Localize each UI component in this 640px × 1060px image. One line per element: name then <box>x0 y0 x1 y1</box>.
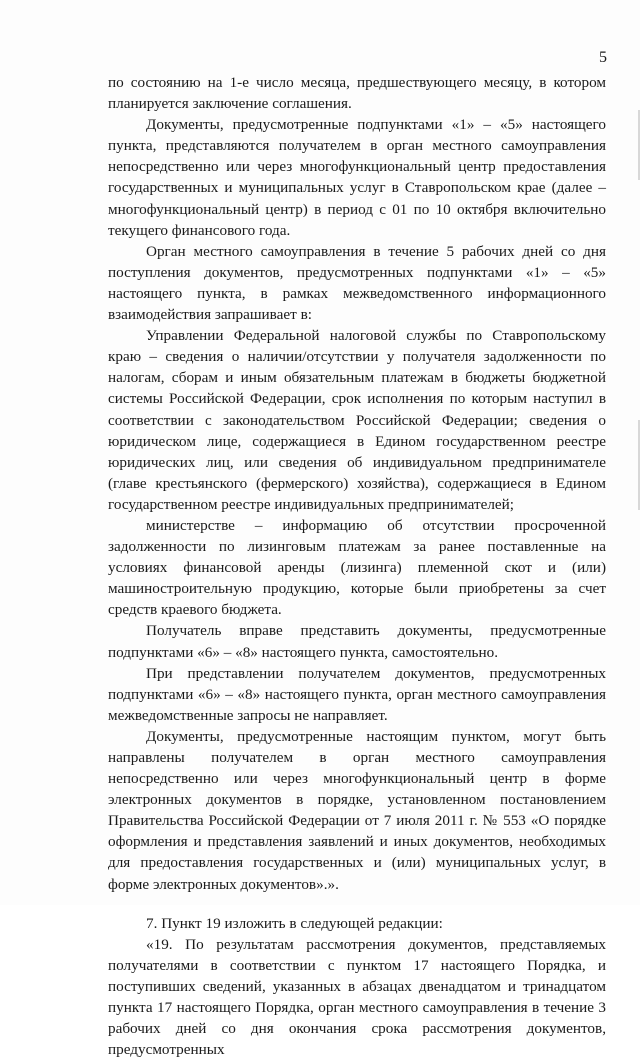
paragraph-ministry: министерстве – информацию об отсутствии просроченной задолженности по лизинговым платежам за ранее поставленные на условиях финансовой аренды (лизинга) племенной скот и (или) машиностроительную продукцию, которые были приобретены за счет средств краевого бюджета. <box>108 516 606 619</box>
paragraph-documents-submission: Документы, предусмотренные подпунктами «1» – «5» настоящего пункта, представляются получателем в орган местного самоуправления непосредственно или через многофункциональный центр предоставления государственных и муниципальных услуг в Ставропольском крае (далее – многофункциональный центр) в период с 01 по 10 октября включительно текущего финансового года. <box>108 116 606 239</box>
paragraph-item-7: 7. Пункт 19 изложить в следующей редакции: <box>146 914 443 932</box>
paragraph-tax-service: Управлении Федеральной налоговой службы по Ставропольскому краю – сведения о наличии/отсутствии у получателя задолженности по налогам, сборам и иным обязательным платежам в бюджеты бюджетной системы Российской Федерации, срок исполнения по которым наступил в соответствии с законодательством Российской Федерации; сведения о юридическом лице, содержащиеся в Едином государственном реестре юридических лиц, или сведения об индивидуальном предпринимателе (главе крестьянского (фермерского) хозяйства), содержащиеся в Едином государственном реестре индивидуальных предпринимателей; <box>108 327 606 513</box>
page-number: 5 <box>599 49 607 66</box>
paragraph-interagency-request: Орган местного самоуправления в течение 5 рабочих дней со дня поступления документов, предусмотренных подпунктами «1» – «5» настоящего пункта, в рамках межведомственного информационного взаимодействия запрашивает в: <box>108 242 606 324</box>
paragraph-no-requests: При представлении получателем документов, предусмотренных подпунктами «6» – «8» настоящего пункта, орган местного самоуправления межведомственные запросы не направляет. <box>108 664 606 724</box>
paragraph-electronic-documents: Документы, предусмотренные настоящим пунктом, могут быть направлены получателем в орган местного самоуправления непосредственно или через многофункциональный центр в форме электронных документов в порядке, установленном постановлением Правительства Российской Федерации от 7 июля 2011 г. № 553 «О порядке оформления и представления заявлений и иных документов, необходимых для предоставления государственных и (или) муниципальных услуг, в форме электронных документов».». <box>108 727 606 893</box>
paragraph-item-19: «19. По результатам рассмотрения документов, представляемых получателями в соответствии с пунктом 17 настоящего Порядка, и поступивших сведений, указанных в абзацах двенадцатом и тринадцатом пункта 17 настоящего Порядка, орган местного самоуправления в течение 3 рабочих дней со дня окончания срока рассмотрения документов, предусмотренных <box>108 935 606 1059</box>
document-body <box>108 72 606 1060</box>
paragraph-continuation: по состоянию на 1-е число месяца, предшествующего месяцу, в котором планируется заключение соглашения. <box>108 74 606 113</box>
paragraph-recipient-right: Получатель вправе представить документы, предусмотренные подпунктами «6» – «8» настоящего пункта, самостоятельно. <box>108 622 606 661</box>
